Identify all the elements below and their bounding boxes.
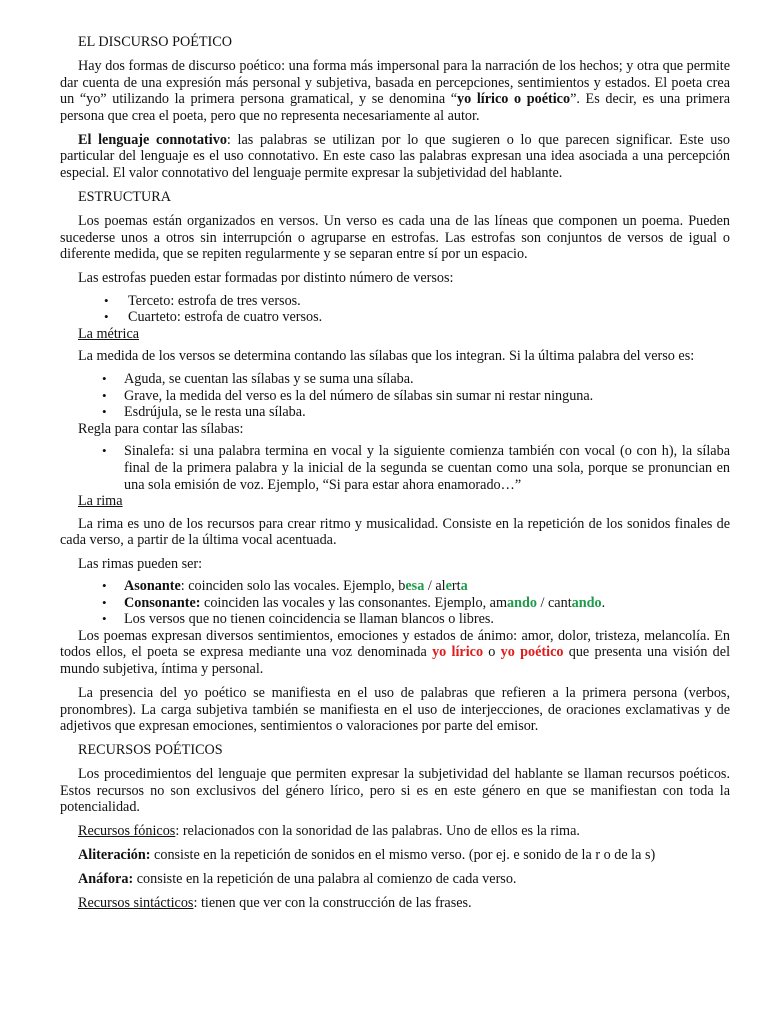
bullet-icon: • [102,371,107,387]
bullet-icon: • [102,443,107,459]
paragraph-rimas-intro: Las rimas pueden ser: [78,556,203,573]
bullet-icon: • [102,387,107,403]
list-item: • Sinalefa: si una palabra termina en vocal y la siguiente comienza también con vocal (o con h), la sílaba final de la primera palabra y la inicial de la segunda se cuentan como una sola, porque se pronuncian en una sola emisión de voz. Ejemplo, “Si para estar ahora enamorado…” [102,443,730,493]
list-item: • Cuarteto: estrofa de cuatro versos. [104,309,323,326]
paragraph-sentimientos: Los poemas expresan diversos sentimientos, emociones y estados de ánimo: amor, dolor, tristeza, melancolía. En todos ellos, el poeta se expresa mediante una voz denominada yo lírico o yo poético que presenta una visión del mundo subjetiva, íntima y personal. [60,627,731,677]
estrofas-list [60,293,730,326]
paragraph-recursos: Los procedimientos del lenguaje que permiten expresar la subjetividad del hablante se llaman recursos poéticos. Estos recursos no son exclusivos del género lírico, pero si es en este género en que se manifiestan con toda la potencialidad. [60,766,730,816]
section-heading-estructura: ESTRUCTURA [78,188,172,205]
paragraph-anafora: Anáfora: consiste en la repetición de una palabra al comienzo de cada verso. [78,871,517,888]
page-title: EL DISCURSO POÉTICO [78,34,232,50]
bullet-icon: • [102,594,107,610]
bullet-icon: • [102,404,107,420]
subheading-metrica: La métrica [78,325,140,342]
yo-lirico-highlight: yo lírico [432,644,484,661]
paragraph-connotativo: El lenguaje connotativo: las palabras se utilizan por lo que sugieren o lo que parecen significar. Este uso particular del lenguaje es el uso connotativo. En este caso las palabras expresan una idea asociada a una percepción especial. El valor connotativo del lenguaje permite expresar la subjetividad del hablante. [60,131,730,181]
sinalefa-list [60,443,730,493]
list-item: • Aguda, se cuentan las sílabas y se suma una sílaba. [102,371,414,388]
regla-label: Regla para contar las sílabas: [78,420,244,437]
paragraph-medida: La medida de los versos se determina contando las sílabas que los integran. Si la última palabra del verso es: [78,348,695,365]
list-item: • Terceto: estrofa de tres versos. [104,292,301,309]
rimas-list [60,578,730,628]
paragraph-estrofas-intro: Las estrofas pueden estar formadas por distinto número de versos: [78,270,454,287]
list-item: • Grave, la medida del verso es la del número de sílabas sin sumar ni restar ninguna. [102,387,594,404]
paragraph-sintacticos: Recursos sintácticos: tienen que ver con la construcción de las frases. [78,895,472,912]
paragraph-discurso: Hay dos formas de discurso poético: una forma más impersonal para la narración de los hechos; y otra que permite dar cuenta de una expresión más personal y subjetiva, basada en percepciones, sentimientos y estados. El poeta crea un “yo” utilizando la primera persona gramatical, y se denomina “yo lírico o poético”. Es decir, es una primera persona que crea el poeta, pero que no representa necesariamente al autor. [60,57,731,124]
section-heading-recursos: RECURSOS POÉTICOS [78,742,223,759]
bullet-icon: • [102,611,107,627]
paragraph-versos: Los poemas están organizados en versos. Un verso es cada una de las líneas que componen un poema. Pueden sucederse unos a otros sin interrupción o agruparse en estrofas. Las estrofas son conjuntos de versos de igual o diferente medida, que se repiten regularmente y se separan entre sí por un espacio. [60,212,730,263]
bullet-icon: • [104,309,109,325]
paragraph-rima: La rima es uno de los recursos para crear ritmo y musicalidad. Consiste en la repetición de los sonidos finales de cada verso, a partir de la última vocal acentuada. [60,515,730,549]
bullet-icon: • [104,292,109,308]
acentos-list [60,371,730,421]
yo-lirico-term: yo lírico o poético [457,91,571,108]
list-item: • Esdrújula, se le resta una sílaba. [102,404,306,421]
list-item-asonante: • Asonante: coinciden solo las vocales. Ejemplo, besa / alerta [102,577,468,594]
bullet-icon: • [102,577,107,593]
list-item-blancos: • Los versos que no tienen coincidencia se llaman blancos o libres. [102,611,494,628]
paragraph-fonicos: Recursos fónicos: relacionados con la sonoridad de las palabras. Uno de ellos es la rima. [78,823,580,840]
paragraph-aliteracion: Aliteración: consiste en la repetición de sonidos en el mismo verso. (por ej. e sonido de la r o de la s) [78,847,656,864]
connotativo-term: El lenguaje connotativo [78,131,227,148]
list-item-consonante: • Consonante: coinciden las vocales y las consonantes. Ejemplo, amando / cantando. [102,594,606,611]
paragraph-presencia: La presencia del yo poético se manifiesta en el uso de palabras que refieren a la primera persona (verbos, pronombres). La carga subjetiva también se manifiesta en el uso de interjecciones, de oraciones exclamativas y de adjetivos que expresan emociones, sentimientos o valoraciones por parte del emisor. [60,684,730,735]
subheading-rima: La rima [78,493,123,510]
yo-poetico-highlight: yo poético [500,644,564,661]
